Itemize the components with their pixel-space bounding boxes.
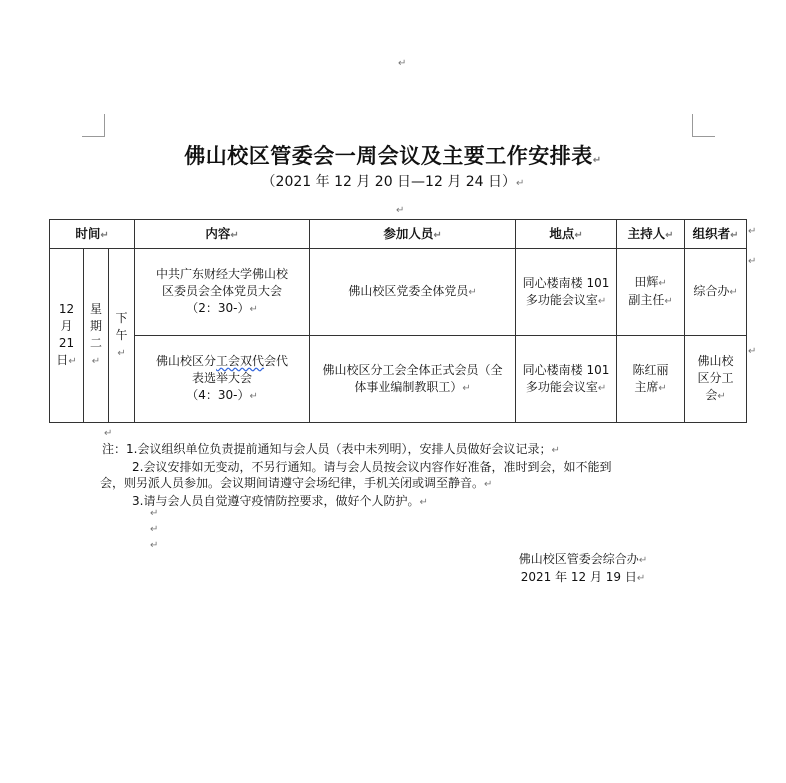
date-cell: 12 月 21 日↵ xyxy=(50,249,84,423)
schedule-table xyxy=(49,219,747,423)
paragraph-mark: ↵ xyxy=(398,58,407,69)
organizer-cell: 综合办↵ xyxy=(685,249,747,336)
crop-mark-right xyxy=(692,114,715,137)
content-cell: 佛山校区分工会双代会代 表选举大会 （4：30-）↵ xyxy=(135,336,310,423)
period-cell: 下 午↵ xyxy=(109,249,135,423)
note-line: 3.请与会人员自觉遵守疫情防控要求，做好个人防护。↵ xyxy=(132,494,428,508)
organizer-cell: 佛山校 区分工 会↵ xyxy=(685,336,747,423)
host-cell: 田辉↵ 副主任↵ xyxy=(617,249,685,336)
document-title: 佛山校区管委会一周会议及主要工作安排表↵ xyxy=(184,143,602,168)
note-line: 会，则另派人员参加。会议期间请遵守会场纪律，手机关闭或调至静音。↵ xyxy=(100,476,493,490)
header-host: 主持人↵ xyxy=(617,220,685,249)
header-participants: 参加人员↵ xyxy=(310,220,516,249)
paragraph-mark: ↵ xyxy=(150,540,159,551)
table-row xyxy=(50,249,747,336)
row-end-mark: ↵ xyxy=(748,256,757,267)
participants-cell: 佛山校区党委全体党员↵ xyxy=(310,249,516,336)
signature-org: 佛山校区管委会综合办 xyxy=(518,552,639,566)
weekday-cell: 星 期 二↵ xyxy=(84,249,109,423)
row-end-mark: ↵ xyxy=(748,346,757,357)
host-cell: 陈红丽 主席↵ xyxy=(617,336,685,423)
table-row xyxy=(50,336,747,423)
paragraph-mark: ↵ xyxy=(104,428,113,439)
header-time: 时间↵ xyxy=(50,220,135,249)
signature-date: 2021 年 12 月 19 日 xyxy=(520,570,637,584)
participants-cell: 佛山校区分工会全体正式会员（全 体事业编制教职工）↵ xyxy=(310,336,516,423)
header-organizer: 组织者↵ xyxy=(685,220,747,249)
paragraph-mark: ↵ xyxy=(150,524,159,535)
document-subtitle: （2021 年 12 月 20 日—12 月 24 日）↵ xyxy=(261,174,525,190)
content-cell: 中共广东财经大学佛山校 区委员会全体党员大会 （2：30-）↵ xyxy=(135,249,310,336)
table-header-row xyxy=(50,220,747,249)
location-cell: 同心楼南楼 101 多功能会议室↵ xyxy=(516,249,617,336)
note-line: 注：1.会议组织单位负责提前通知与会人员（表中未列明），安排人员做好会议记录；↵ xyxy=(102,442,560,456)
signature-block: 佛山校区管委会综合办↵ 2021 年 12 月 19 日↵ xyxy=(518,552,648,584)
notes-section xyxy=(102,441,702,511)
paragraph-mark: ↵ xyxy=(150,508,159,519)
note-line: 2.会议安排如无变动，不另行通知。请与会人员按会议内容作好准备，准时到会，如不能到 xyxy=(132,460,612,474)
paragraph-mark: ↵ xyxy=(396,205,405,216)
crop-mark-left xyxy=(82,114,105,137)
header-location: 地点↵ xyxy=(516,220,617,249)
row-end-mark: ↵ xyxy=(748,226,757,237)
spellcheck-underline: 工会双代 xyxy=(216,354,265,368)
location-cell: 同心楼南楼 101 多功能会议室↵ xyxy=(516,336,617,423)
header-content: 内容↵ xyxy=(135,220,310,249)
